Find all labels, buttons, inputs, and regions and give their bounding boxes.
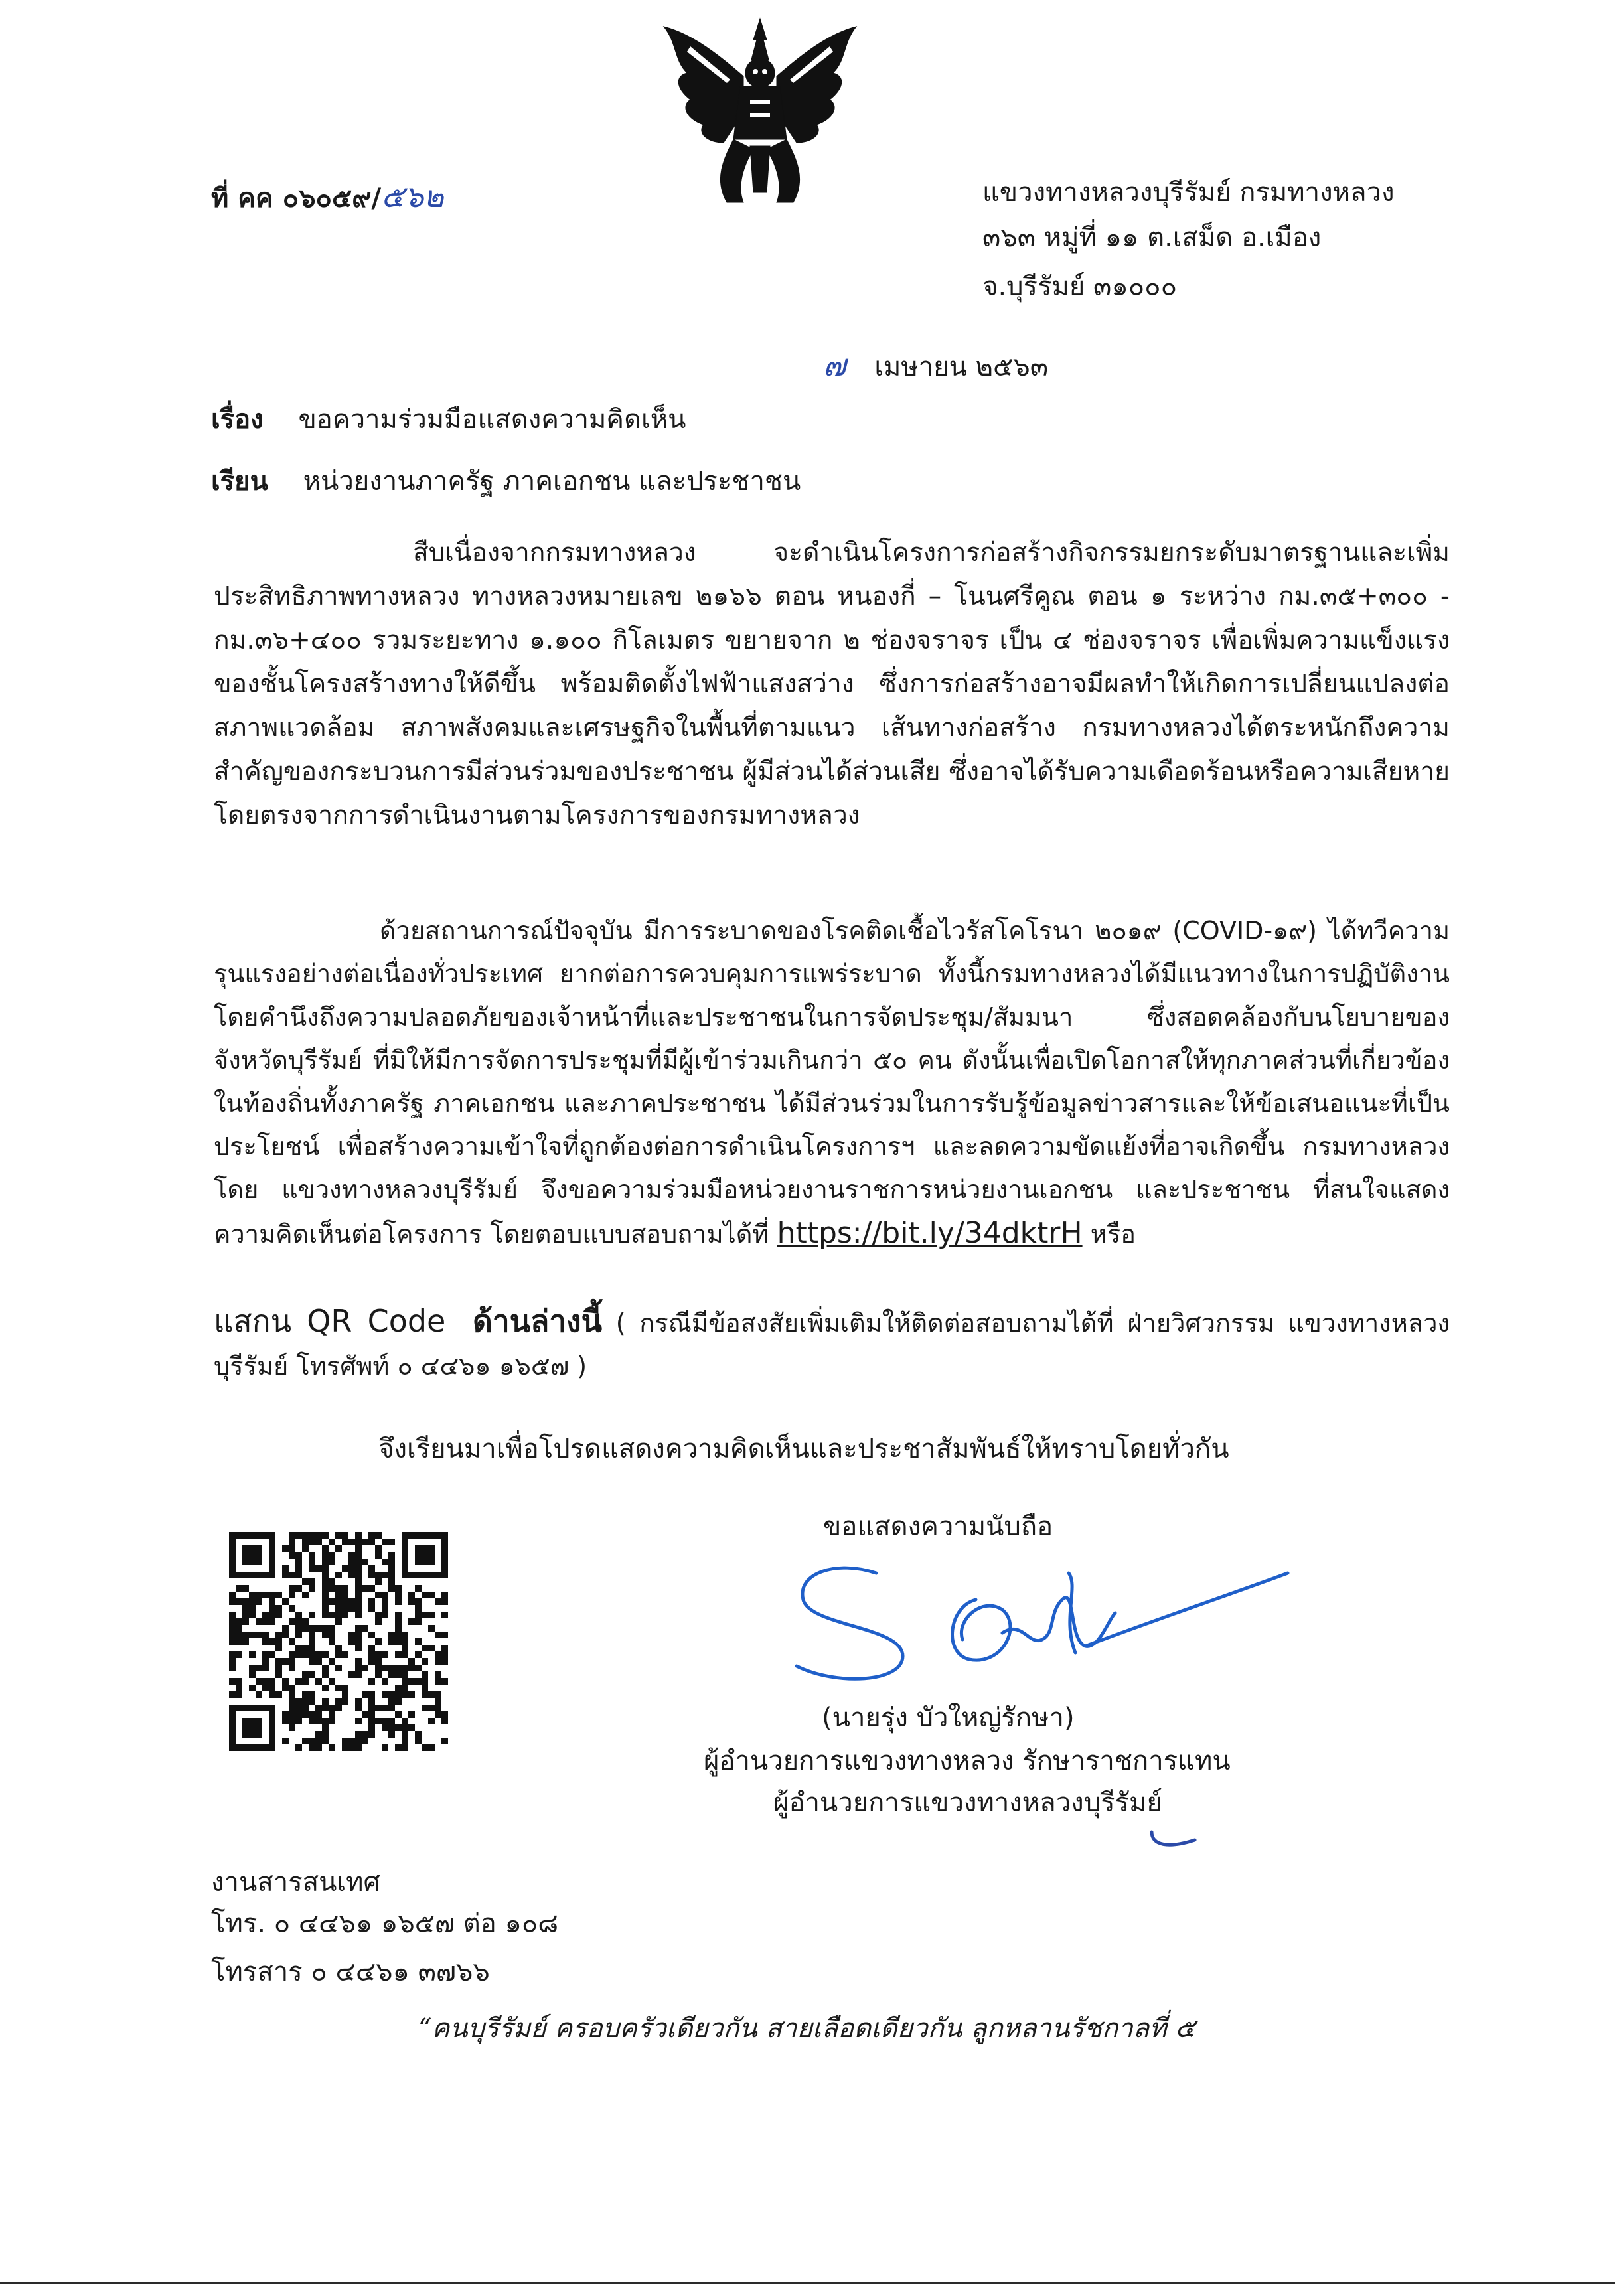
paragraph-2-text: ด้วยสถานการณ์ปัจจุบัน มีการระบาดของโรคติดเชื้อไวรัสโคโรนา ๒๐๑๙ (COVID-๑๙) ได้ทวีความรุนแรงอย่างต่อเนื่องทั่วประเทศ ยากต่อการควบคุมการแพร่ระบาด ทั้งนี้กรมทางหลวงได้มีแนวทางในการปฏิบัติงานโดยคำนึงถึงความปลอดภัยของเจ้าหน้าที่และประชาชนในการจัดประชุม/สัมมนา ซึ่งสอดคล้องกับนโยบายของจังหวัดบุรีรัมย์ ที่มิให้มีการจัดการประชุมที่มีผู้เข้าร่วมเกินกว่า ๕๐ คน ดังนั้นเพื่อเปิดโอกาสให้ทุกภาคส่วนที่เกี่ยวข้องในท้องถิ่นทั้งภาครัฐ ภาคเอกชน และภาคประชาชน ได้มีส่วนร่วมในการรับรู้ข้อมูลข่าวสารและให้ข้อเสนอแนะที่เป็นประโยชน์ เพื่อสร้างความเข้าใจที่ถูกต้องต่อการดำเนินโครงการฯ และลดความขัดแย้งที่อาจเกิดขึ้น กรมทางหลวง โดย แขวงทางหลวงบุรีรัมย์ จึงขอความร่วมมือหน่วยงานราชการหน่วยงานเอกชน และประชาชน ที่สนใจแสดงความคิดเห็นต่อโครงการ โดยตอบแบบสอบถามได้ที่ xyxy=(214,916,1450,1249)
date-line xyxy=(823,346,1048,386)
qr-code[interactable] xyxy=(229,1532,448,1751)
footer-department: งานสารสนเทศ xyxy=(211,1867,380,1898)
recipient-text: หน่วยงานภาครัฐ ภาคเอกชน และประชาชน xyxy=(303,466,801,497)
signatory-position-2: ผู้อำนวยการแขวงทางหลวงบุรีรัมย์ xyxy=(773,1788,1162,1818)
subject-label: เรื่อง xyxy=(211,404,264,435)
handwritten-signature xyxy=(783,1547,1301,1699)
paragraph-1-text: สืบเนื่องจากกรมทางหลวง จะดำเนินโครงการก่อสร้างกิจกรรมยกระดับมาตรฐานและเพิ่มประสิทธิภาพทางหลวง ทางหลวงหมายเลข ๒๑๖๖ ตอน หนองกี่ – โนนศรีคูณ ตอน ๑ ระหว่าง กม.๓๕+๓๐๐ - กม.๓๖+๔๐๐ รวมระยะทาง ๑.๑๐๐ กิโลเมตร ขยายจาก ๒ ช่องจราจร เป็น ๔ ช่องจราจร เพื่อเพิ่มความแข็งแรงของชั้นโครงสร้างทางให้ดีขึ้น พร้อมติดตั้งไฟฟ้าแสงสว่าง ซึ่งการก่อสร้างอาจมีผลทำให้เกิดการเปลี่ยนแปลงต่อสภาพแวดล้อม สภาพสังคมและเศรษฐกิจในพื้นที่ตามแนว เส้นทางก่อสร้าง กรมทางหลวงได้ตระหนักถึงความสำคัญของกระบวนการมีส่วนร่วมของประชาชน ผู้มีส่วนได้ส่วนเสีย ซึ่งอาจได้รับความเดือดร้อนหรือความเสียหายโดยตรงจากการดำเนินงานตามโครงการของกรมทางหลวง xyxy=(214,538,1450,830)
sender-line-3: จ.บุรีรัมย์ ๓๑๐๐๐ xyxy=(982,271,1178,302)
salutation: ขอแสดงความนับถือ xyxy=(823,1511,1053,1542)
footer-fax: โทรสาร ๐ ๔๔๖๑ ๓๗๖๖ xyxy=(211,1957,490,1987)
date-day-handwritten: ๗ xyxy=(823,347,846,383)
sender-line-1: แขวงทางหลวงบุรีรัมย์ กรมทางหลวง xyxy=(982,177,1395,208)
recipient-label: เรียน xyxy=(211,466,268,497)
link-or-text: หรือ xyxy=(1090,1219,1136,1249)
signatory-position-1: ผู้อำนวยการแขวงทางหลวง รักษาราชการแทน xyxy=(704,1746,1231,1776)
signatory-name: (นายรุ่ง บัวใหญ่รักษา) xyxy=(822,1703,1075,1733)
recipient-line xyxy=(211,463,801,500)
footer-telephone: โทร. ๐ ๔๔๖๑ ๑๖๕๗ ต่อ ๑๐๘ xyxy=(211,1908,559,1939)
survey-link[interactable]: https://bit.ly/34dktrH xyxy=(777,1216,1083,1250)
subject-line xyxy=(211,401,686,438)
scan-qr-phrase: แสกน QR Code xyxy=(214,1303,446,1339)
reference-handwritten-number: ๕๖๒ xyxy=(381,179,444,214)
footer-slogan: “คนบุรีรัมย์ ครอบครัวเดียวกัน สายเลือดเดียวกัน ลูกหลานรัชกาลที่ ๕ xyxy=(418,2013,1195,2044)
reference-number xyxy=(211,178,443,217)
sender-line-2: ๓๖๓ หมู่ที่ ๑๑ ต.เสม็ด อ.เมือง xyxy=(982,222,1322,253)
bottom-border-line xyxy=(0,2282,1615,2284)
qr-instruction-paragraph xyxy=(214,1300,1450,1388)
qr-below-phrase: ด้านล่างนี้ xyxy=(473,1303,603,1339)
subject-text: ขอความร่วมมือแสดงความคิดเห็น xyxy=(298,404,686,435)
contact-info-text: ( กรณีมีข้อสงสัยเพิ่มเติมให้ติดต่อสอบถามได้ที่ ฝ่ายวิศวกรรม แขวงทางหลวงบุรีรัมย์ โทรศัพท์ ๐ ๔๔๖๑ ๑๖๕๗ ) xyxy=(214,1308,1450,1381)
closing-sentence: จึงเรียนมาเพื่อโปรดแสดงความคิดเห็นและประชาสัมพันธ์ให้ทราบโดยทั่วกัน xyxy=(378,1434,1229,1464)
reference-label: ที่ คค ๐๖๐๕๙/ xyxy=(211,183,382,214)
body-paragraph-1 xyxy=(214,531,1450,838)
garuda-emblem xyxy=(651,13,870,212)
date-month-year: เมษายน ๒๕๖๓ xyxy=(874,352,1049,382)
handwritten-mark xyxy=(1148,1825,1201,1852)
body-paragraph-2 xyxy=(214,909,1450,1256)
